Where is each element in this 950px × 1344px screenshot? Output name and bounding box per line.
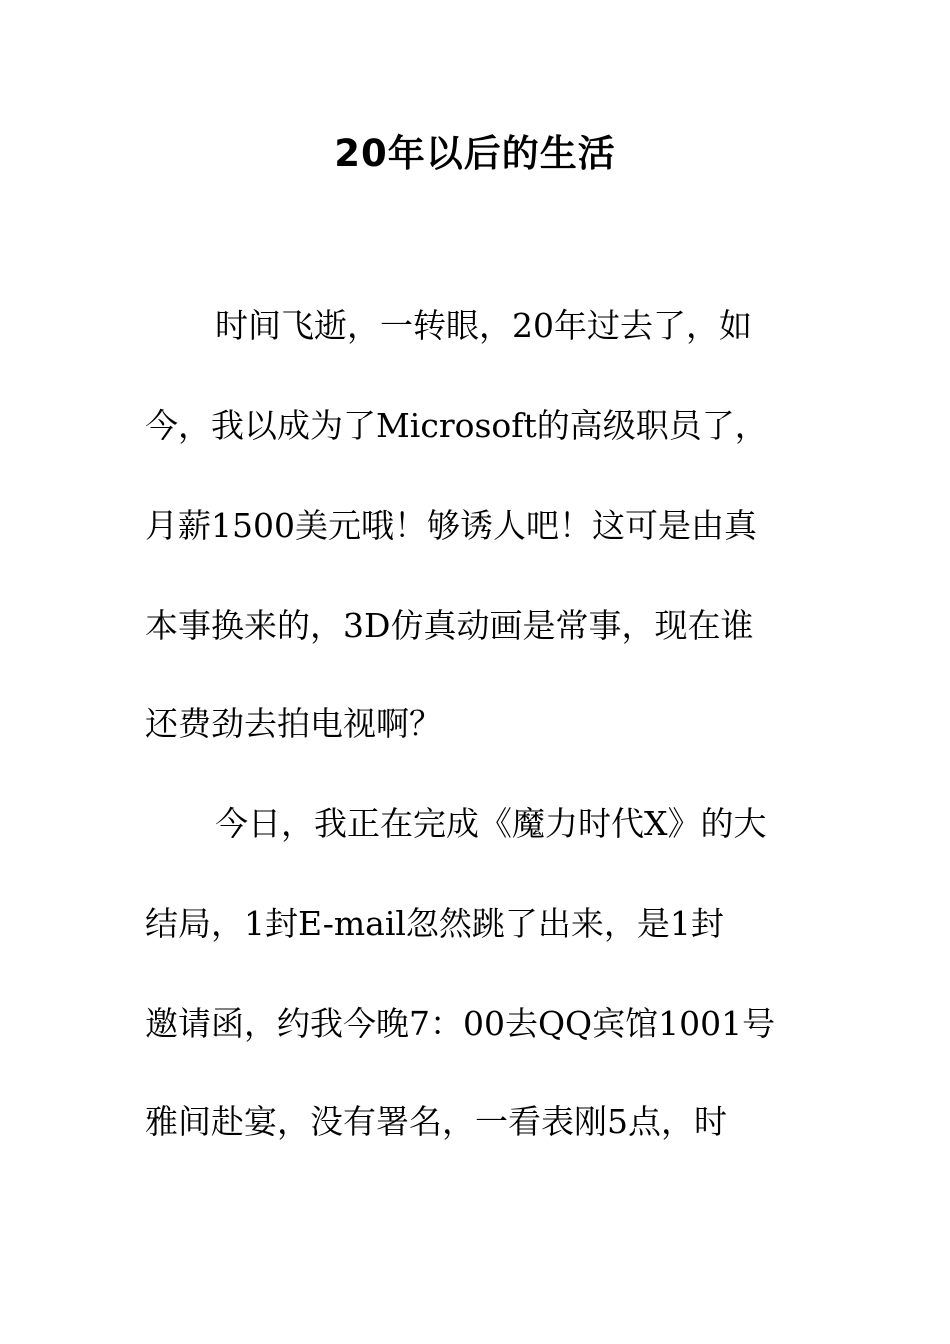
- paragraph-line: 今，我以成为了Microsoft的高级职员了，: [145, 406, 768, 445]
- paragraph-line: 雅间赴宴，没有署名，一看表刚5点，时: [145, 1102, 727, 1141]
- paragraph-line: 今日，我正在完成《魔力时代X》的大: [215, 804, 767, 843]
- paragraph-line: 结局，1封E-mail忽然跳了出来，是1封: [145, 904, 724, 943]
- paragraph-line: 本事换来的，3D仿真动画是常事，现在谁: [145, 606, 754, 645]
- paragraph-line: 月薪1500美元哦！够诱人吧！这可是由真: [145, 506, 757, 545]
- paragraph-line: 时间飞逝，一转眼，20年过去了，如: [215, 306, 752, 345]
- paragraph-line: 还费劲去拍电视啊？: [145, 704, 442, 743]
- document-title: 20年以后的生活: [334, 132, 616, 175]
- paragraph-line: 邀请函，约我今晚7：00去QQ宾馆1001号: [145, 1004, 776, 1043]
